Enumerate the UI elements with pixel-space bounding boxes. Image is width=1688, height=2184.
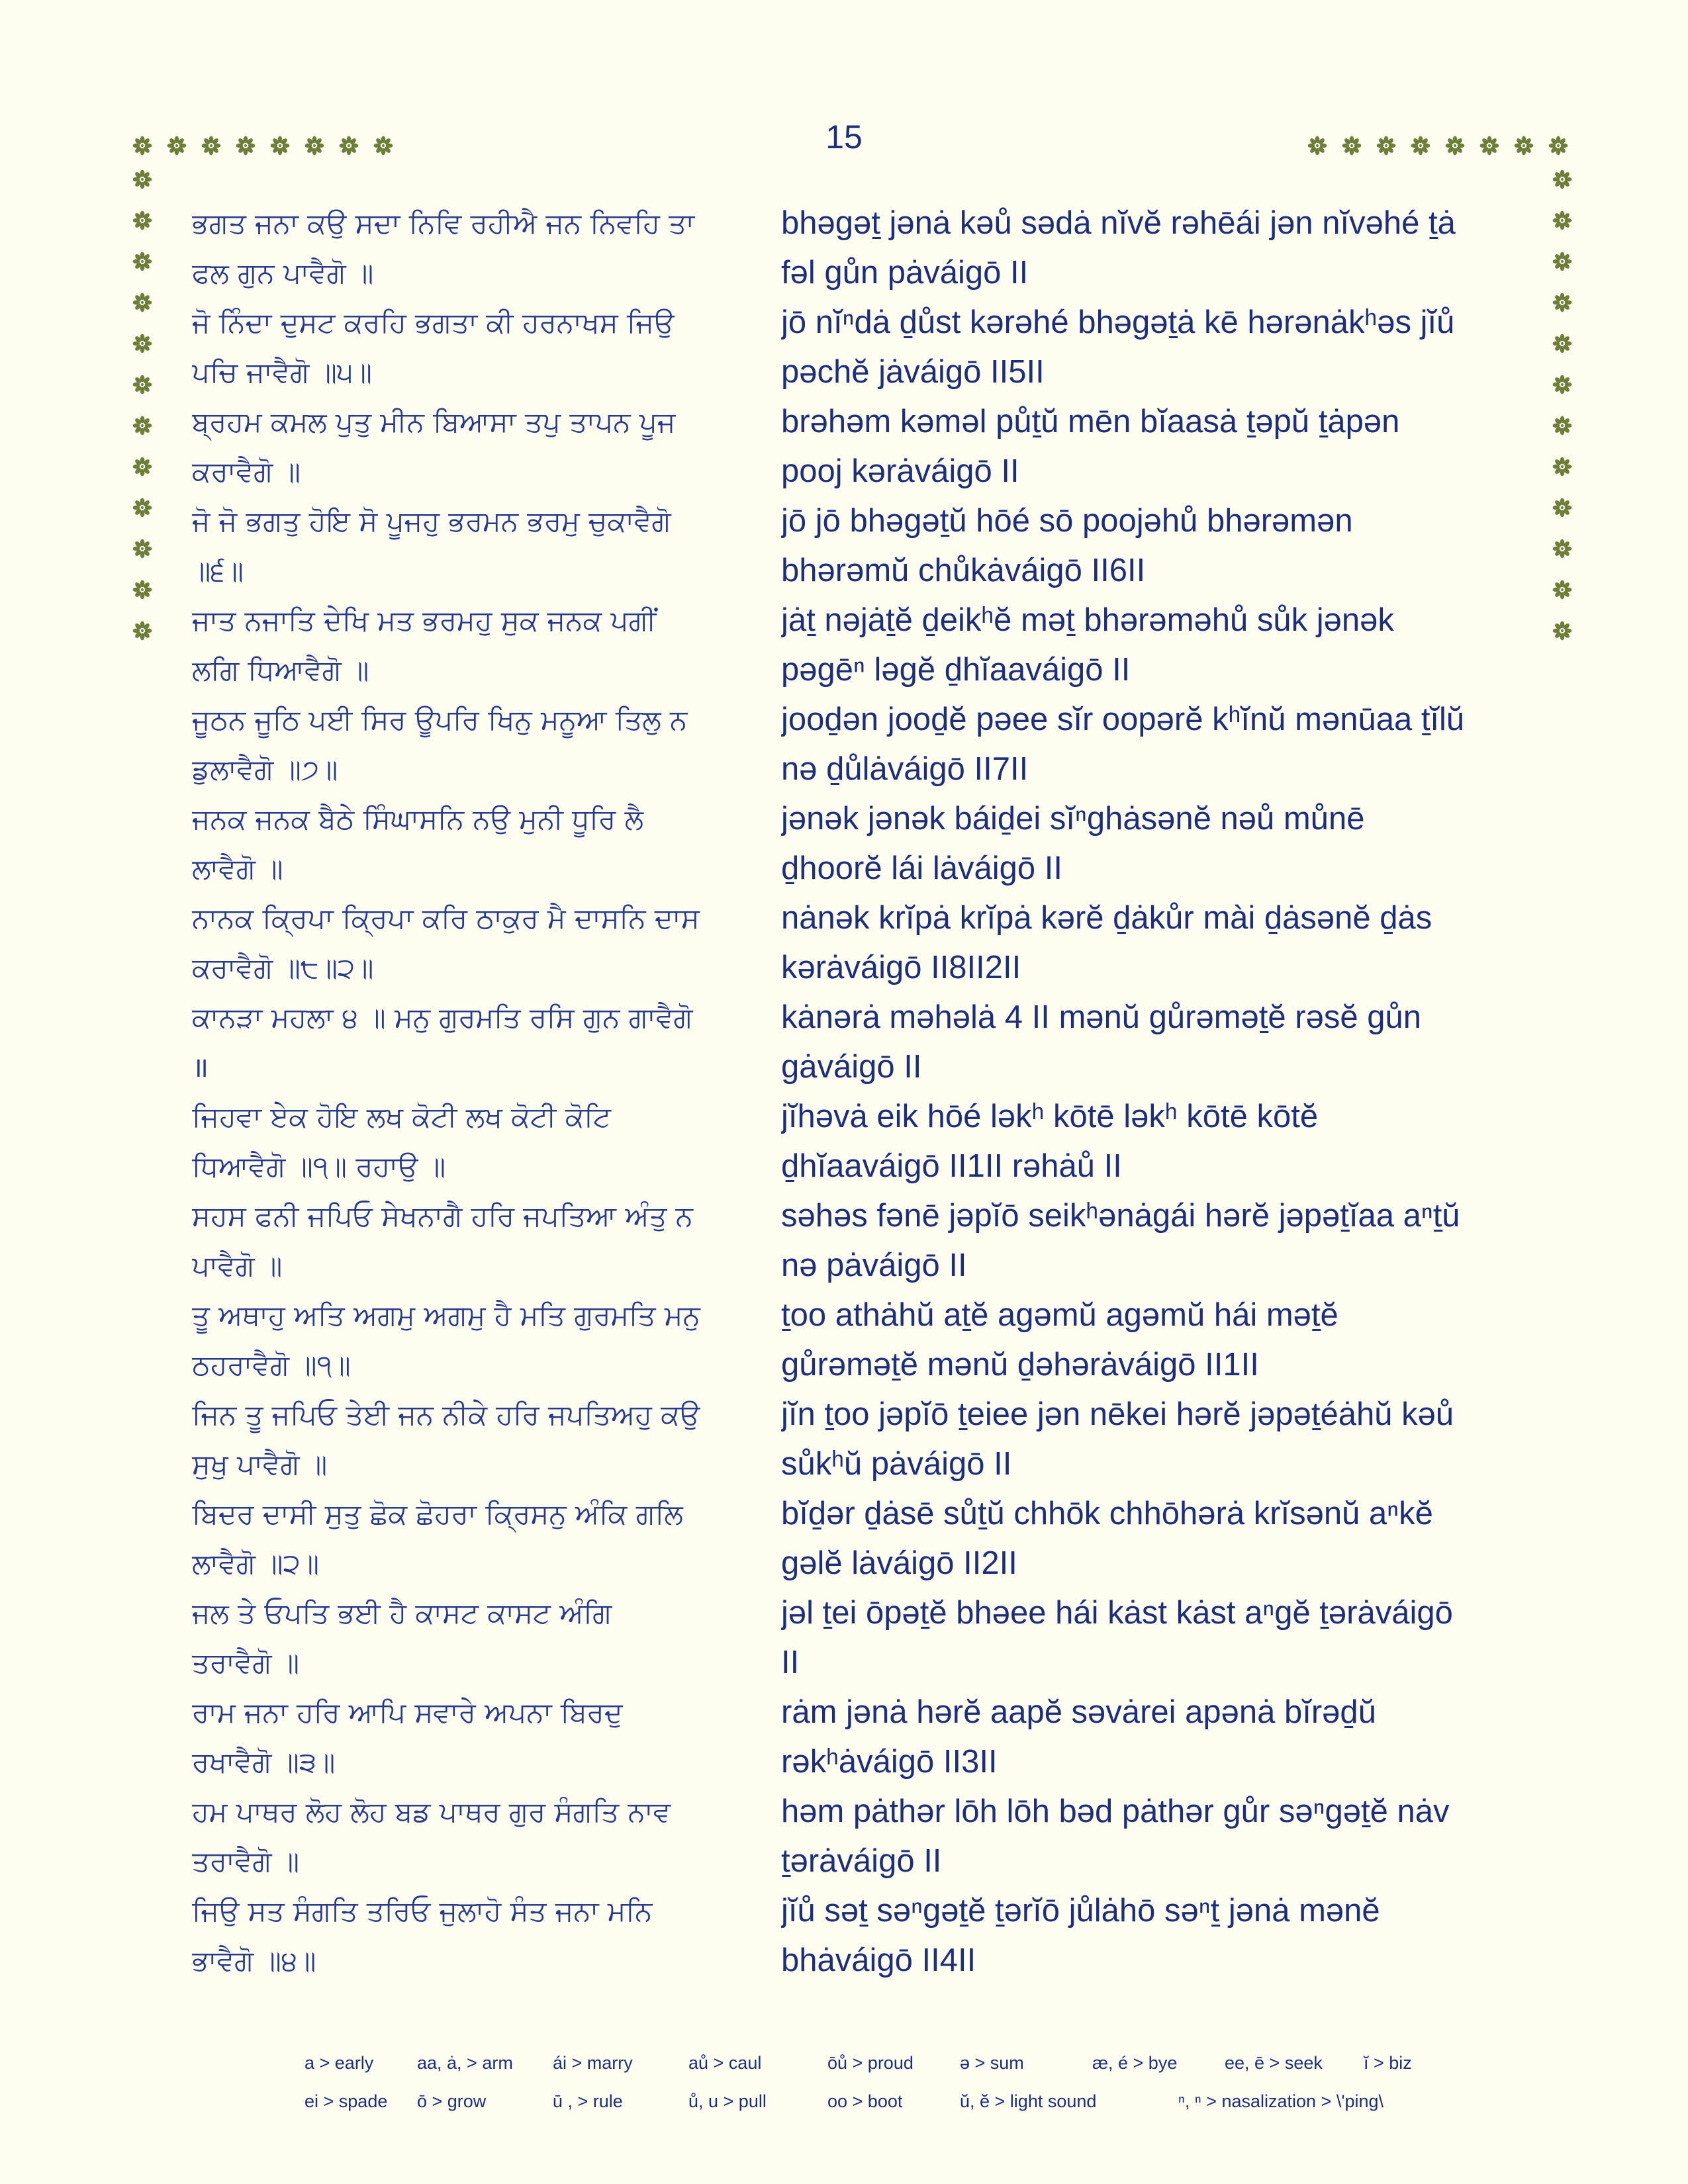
verse-list bbox=[192, 199, 1529, 1985]
legend-entry: ů, u > pull bbox=[688, 2091, 767, 2111]
verse-row bbox=[192, 794, 1529, 893]
ornament-top-right bbox=[1307, 136, 1568, 156]
flower-icon bbox=[132, 580, 152, 600]
gurmukhi-text: ਜਿਹਵਾ ਏਕ ਹੋਇ ਲਖ ਕੋਟੀ ਲਖ ਕੋਟੀ ਕੋਟਿ ਧਿਆਵੈਗੋ ॥੧॥ ਰਹਾਉ ॥ bbox=[192, 1101, 611, 1183]
flower-icon bbox=[1548, 136, 1568, 156]
flower-icon bbox=[132, 334, 152, 353]
legend-entry: ĭ > biz bbox=[1364, 2052, 1412, 2073]
transliteration-text: jĭů səṯ səⁿgəṯĕ ṯərĭō jůlȧhō səⁿṯ jənȧ mənĕ bhȧváigō II4II bbox=[781, 1893, 1380, 1978]
gurmukhi-text: ਭਗਤ ਜਨਾ ਕਉ ਸਦਾ ਨਿਵਿ ਰਹੀਐ ਜਨ ਨਿਵਹਿ ਤਾ ਫਲ ਗੁਨ ਪਾਵੈਗੋ ॥ bbox=[192, 207, 695, 289]
legend-entry: ái > marry bbox=[553, 2052, 633, 2073]
transliteration-text: bĭḏər ḏȧsē sůṯŭ chhōk chhōhərȧ krĭsənŭ aⁿkĕ gəlĕ lȧváigō II2II bbox=[781, 1496, 1433, 1581]
gurmukhi-text: ਜਨਕ ਜਨਕ ਬੈਠੇ ਸਿੰਘਾਸਨਿ ਨਉ ਮੁਨੀ ਧੂਰਿ ਲੈ ਲਾਵੈਗੋ ॥ bbox=[192, 803, 643, 885]
verse-row bbox=[192, 1489, 1529, 1588]
gurmukhi-text: ਬਿਦਰ ਦਾਸੀ ਸੁਤੁ ਛੋਕ ਛੋਹਰਾ ਕ੍ਰਿਸਨੁ ਅੰਕਿ ਗਲਿ ਲਾਵੈਗੋ ॥੨॥ bbox=[192, 1498, 683, 1580]
gurmukhi-text: ਨਾਨਕ ਕ੍ਰਿਪਾ ਕ੍ਰਿਪਾ ਕਰਿ ਠਾਕੁਰ ਮੈ ਦਾਸਨਿ ਦਾਸ ਕਰਾਵੈਗੋ ॥੮॥੨॥ bbox=[192, 902, 700, 984]
gurmukhi-text: ਜਾਤ ਨਜਾਤਿ ਦੇਖਿ ਮਤ ਭਰਮਹੁ ਸੁਕ ਜਨਕ ਪਗੀਂ ਲਗਿ ਧਿਆਵੈਗੋ ॥ bbox=[192, 604, 657, 686]
flower-icon bbox=[1552, 293, 1572, 312]
verse-row bbox=[192, 993, 1529, 1092]
gurmukhi-text: ਜੋ ਜੋ ਭਗਤੁ ਹੋਇ ਸੋ ਪੂਜਹੁ ਭਰਮਨ ਭਰਮੁ ਚੁਕਾਵੈਗੋ ॥੬॥ bbox=[192, 505, 671, 587]
flower-icon bbox=[132, 136, 152, 156]
flower-icon bbox=[132, 621, 152, 641]
transliteration-text: bhəgəṯ jənȧ kəů sədȧ nĭvĕ rəhēái jən nĭvəhé ṯȧ fəl gůn pȧváigō II bbox=[781, 205, 1456, 291]
flower-icon bbox=[1552, 169, 1572, 189]
gurmukhi-text: ਤੂ ਅਥਾਹੁ ਅਤਿ ਅਗਮੁ ਅਗਮੁ ਹੈ ਮਤਿ ਗੁਰਮਤਿ ਮਨੁ ਠਹਰਾਵੈਗੋ ॥੧॥ bbox=[192, 1299, 700, 1381]
transliteration-text: jō nĭⁿdȧ ḏůst kərəhé bhəgəṯȧ kē hərənȧkʰəs jĭů pəchĕ jȧváigō II5II bbox=[781, 304, 1455, 390]
verse-row bbox=[192, 1588, 1529, 1688]
gurmukhi-text: ਸਹਸ ਫਨੀ ਜਪਿਓ ਸੇਖਨਾਗੈ ਹਰਿ ਜਪਤਿਆ ਅੰਤੁ ਨ ਪਾਵੈਗੋ ॥ bbox=[192, 1200, 693, 1282]
transliteration-text: ṯoo athȧhŭ aṯĕ agəmŭ agəmŭ hái məṯĕ gůrəməṯĕ mənŭ ḏəhərȧváigō II1II bbox=[781, 1297, 1338, 1383]
flower-icon bbox=[1445, 136, 1465, 156]
gurmukhi-text: ਰਾਮ ਜਨਾ ਹਰਿ ਆਪਿ ਸਵਾਰੇ ਅਪਨਾ ਬਿਰਦੁ ਰਖਾਵੈਗੋ ॥੩॥ bbox=[192, 1696, 623, 1778]
verse-row bbox=[192, 298, 1529, 397]
page-number: 15 bbox=[825, 118, 863, 156]
flower-icon bbox=[132, 210, 152, 230]
verse-row bbox=[192, 1291, 1529, 1390]
legend-entry: ə > sum bbox=[960, 2052, 1024, 2073]
flower-icon bbox=[270, 136, 290, 156]
flower-icon bbox=[1552, 334, 1572, 353]
flower-icon bbox=[132, 293, 152, 312]
flower-icon bbox=[1376, 136, 1396, 156]
transliteration-text: jooḏən jooḏĕ pəee sĭr oopərĕ kʰĭnŭ mənūaa ṯĭlŭ nə ḏůlȧváigō II7II bbox=[781, 702, 1465, 787]
gurmukhi-text: ਕਾਨੜਾ ਮਹਲਾ ੪ ॥ ਮਨੁ ਗੁਰਮਤਿ ਰਸਿ ਗੁਨ ਗਾਵੈਗੋ ॥ bbox=[192, 1001, 693, 1083]
legend-entry: ō > grow bbox=[417, 2091, 487, 2111]
transliteration-text: jĭhəvȧ eik hōé ləkʰ kōtē ləkʰ kōtē kōtĕ ḏhĭaaváigō II1II rəhȧů II bbox=[781, 1099, 1319, 1184]
verse-row bbox=[192, 1886, 1529, 1985]
flower-icon bbox=[1552, 621, 1572, 641]
gurmukhi-text: ਹਮ ਪਾਥਰ ਲੋਹ ਲੋਹ ਬਡ ਪਾਥਰ ਗੁਰ ਸੰਗਤਿ ਨਾਵ ਤਰਾਵੈਗੋ ॥ bbox=[192, 1796, 671, 1878]
transliteration-text: səhəs fənē jəpĭō seikʰənȧgái hərĕ jəpəṯĭaa aⁿṯŭ nə pȧváigō II bbox=[781, 1198, 1460, 1283]
flower-icon bbox=[236, 136, 256, 156]
transliteration-text: kȧnərȧ məhəlȧ 4 II mənŭ gůrəməṯĕ rəsĕ gůn gȧváigō II bbox=[781, 999, 1421, 1085]
legend-entry: a > early bbox=[305, 2052, 374, 2073]
legend-row-2 bbox=[305, 2082, 1470, 2120]
verse-row bbox=[192, 199, 1529, 298]
flower-icon bbox=[1552, 580, 1572, 600]
flower-icon bbox=[1552, 457, 1572, 477]
flower-icon bbox=[1411, 136, 1430, 156]
verse-row bbox=[192, 1092, 1529, 1191]
ornament-top-left bbox=[132, 136, 393, 156]
gurmukhi-text: ਜੂਠਨ ਜੂਠਿ ਪਈ ਸਿਰ ਊਪਰਿ ਖਿਨੁ ਮਨੂਆ ਤਿਲੁ ਨ ਡੁਲਾਵੈਗੋ ॥੭॥ bbox=[192, 704, 688, 786]
flower-icon bbox=[132, 498, 152, 518]
verse-row bbox=[192, 397, 1529, 496]
legend-entry: oo > boot bbox=[827, 2091, 903, 2111]
flower-icon bbox=[1552, 539, 1572, 559]
flower-icon bbox=[1342, 136, 1362, 156]
gurmukhi-text: ਜਿਉ ਸਤ ਸੰਗਤਿ ਤਰਿਓ ਜੁਲਾਹੋ ਸੰਤ ਜਨਾ ਮਨਿ ਭਾਵੈਗੋ ॥੪॥ bbox=[192, 1895, 653, 1977]
verse-row bbox=[192, 596, 1529, 695]
flower-icon bbox=[373, 136, 393, 156]
transliteration-text: jȧṯ nəjȧṯĕ ḏeikʰĕ məṯ bhərəməhů sůk jənək pəgēⁿ ləgĕ ḏhĭaaváigō II bbox=[781, 602, 1394, 688]
flower-icon bbox=[167, 136, 187, 156]
flower-icon bbox=[132, 169, 152, 189]
legend-entry: æ, é > bye bbox=[1092, 2052, 1178, 2073]
verse-row bbox=[192, 496, 1529, 596]
gurmukhi-text: ਬ੍ਰਹਮ ਕਮਲ ਪੁਤੁ ਮੀਨ ਬਿਆਸਾ ਤਪੁ ਤਾਪਨ ਪੂਜ ਕਰਾਵੈਗੋ ॥ bbox=[192, 406, 676, 488]
flower-icon bbox=[339, 136, 359, 156]
flower-icon bbox=[1552, 375, 1572, 394]
flower-icon bbox=[1479, 136, 1499, 156]
verse-row bbox=[192, 893, 1529, 993]
flower-icon bbox=[1552, 498, 1572, 518]
legend-entry: ōů > proud bbox=[827, 2052, 914, 2073]
transliteration-text: jō jō bhəgəṯŭ hōé sō poojəhů bhərəmən bhərəmŭ chůkȧváigō II6II bbox=[781, 503, 1353, 588]
transliteration-text: nȧnək krĭpȧ krĭpȧ kərĕ ḏȧkůr mài ḏȧsənĕ ḏȧs kərȧváigō II8II2II bbox=[781, 900, 1432, 985]
flower-icon bbox=[132, 251, 152, 271]
flower-icon bbox=[132, 539, 152, 559]
legend-entry: aů > caul bbox=[688, 2052, 762, 2073]
flower-icon bbox=[132, 375, 152, 394]
flower-icon bbox=[1552, 251, 1572, 271]
pronunciation-legend bbox=[305, 2044, 1470, 2120]
transliteration-text: həm pȧthər lōh lōh bəd pȧthər gůr səⁿgəṯĕ nȧv ṯərȧváigō II bbox=[781, 1794, 1450, 1879]
legend-row-1 bbox=[305, 2044, 1470, 2082]
verse-row bbox=[192, 1191, 1529, 1291]
verse-row bbox=[192, 1688, 1529, 1787]
verse-row bbox=[192, 1787, 1529, 1886]
legend-entry: ei > spade bbox=[305, 2091, 388, 2111]
flower-icon bbox=[1307, 136, 1327, 156]
transliteration-text: jəl ṯei ōpəṯĕ bhəee hái kȧst kȧst aⁿgĕ ṯərȧváigō II bbox=[781, 1595, 1453, 1680]
legend-entry: aa, ȧ, > arm bbox=[417, 2052, 513, 2073]
flower-icon bbox=[201, 136, 221, 156]
transliteration-text: jənək jənək báiḏei sĭⁿghȧsənĕ nəů můnē ḏhoorĕ lái lȧváigō II bbox=[781, 801, 1365, 886]
legend-entry: ⁿ, ⁿ > nasalization > \'ping\ bbox=[1178, 2091, 1384, 2111]
flower-icon bbox=[132, 457, 152, 477]
gurmukhi-text: ਜਲ ਤੇ ਓਪਤਿ ਭਈ ਹੈ ਕਾਸਟ ਕਾਸਟ ਅੰਗਿ ਤਰਾਵੈਗੋ ॥ bbox=[192, 1597, 612, 1679]
transliteration-text: brəhəm kəməl půṯŭ mēn bĭaasȧ ṯəpŭ ṯȧpən pooj kərȧváigō II bbox=[781, 404, 1400, 489]
legend-entry: ū , > rule bbox=[553, 2091, 623, 2111]
flower-icon bbox=[132, 416, 152, 435]
transliteration-text: rȧm jənȧ hərĕ aapĕ səvȧrei apənȧ bĭrəḏŭ rəkʰȧváigō II3II bbox=[781, 1694, 1376, 1780]
flower-icon bbox=[305, 136, 324, 156]
transliteration-text: jĭn ṯoo jəpĭō ṯeiee jən nēkei hərĕ jəpəṯéȧhŭ kəů sůkʰŭ pȧváigō II bbox=[781, 1396, 1454, 1482]
flower-icon bbox=[1552, 416, 1572, 435]
flower-icon bbox=[1552, 210, 1572, 230]
verse-row bbox=[192, 695, 1529, 794]
flower-icon bbox=[1514, 136, 1534, 156]
ornament-left-border bbox=[132, 169, 152, 641]
ornament-right-border bbox=[1552, 169, 1572, 641]
legend-entry: ee, ē > seek bbox=[1225, 2052, 1323, 2073]
gurmukhi-text: ਜੋ ਨਿੰਦਾ ਦੁਸਟ ਕਰਹਿ ਭਗਤਾ ਕੀ ਹਰਨਾਖਸ ਜਿਉ ਪਚਿ ਜਾਵੈਗੋ ॥੫॥ bbox=[192, 306, 675, 388]
verse-row bbox=[192, 1390, 1529, 1489]
legend-entry: ŭ, ĕ > light sound bbox=[960, 2091, 1097, 2111]
gurmukhi-text: ਜਿਨ ਤੂ ਜਪਿਓ ਤੇਈ ਜਨ ਨੀਕੇ ਹਰਿ ਜਪਤਿਅਹੁ ਕਉ ਸੁਖੁ ਪਾਵੈਗੋ ॥ bbox=[192, 1398, 700, 1480]
